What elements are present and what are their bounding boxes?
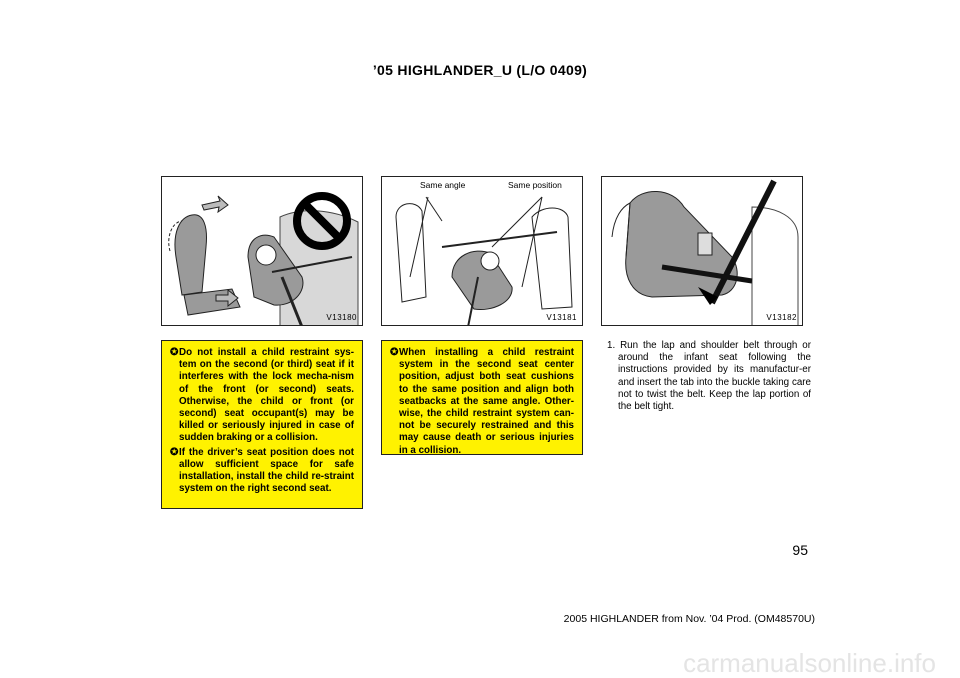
document-footer: 2005 HIGHLANDER from Nov. ’04 Prod. (OM48570U) — [563, 613, 815, 625]
figure-1-drawing — [162, 177, 363, 326]
watermark-text: carmanualsonline.info — [683, 650, 936, 678]
document-header: ’05 HIGHLANDER_U (L/O 0409) — [372, 62, 588, 78]
bullet-icon: ✪ — [390, 347, 399, 358]
figure-belt-routing-illustration — [601, 176, 803, 326]
bullet-icon: ✪ — [170, 347, 179, 358]
caption-same-position: Same position — [508, 180, 562, 190]
watermark-strip — [0, 650, 960, 678]
page-number: 95 — [792, 542, 808, 558]
figure-code: V13181 — [546, 313, 577, 322]
bullet-icon: ✪ — [170, 446, 179, 458]
caution-item: ✪Do not install a child restraint sys-tem on the second (or third) seat if it interferes with the lock mecha-nism of the front (or second) seats. Otherwise, the child or front (or second) seat occupant(s) may be killed or seriously injured in case of sudden braking or a collision. — [170, 347, 354, 444]
caution-item: ✪If the driver’s seat position does not allow sufficient space for safe installation, install the child re-straint system on the right second seat. — [170, 446, 354, 495]
figure-3-drawing — [602, 177, 803, 326]
caution-box-middle — [381, 340, 583, 455]
caption-same-angle: Same angle — [420, 180, 466, 190]
figure-2-drawing — [382, 177, 583, 326]
figure-same-angle-illustration — [381, 176, 583, 326]
caution-box-left — [161, 340, 363, 509]
figure-code: V13180 — [326, 313, 357, 322]
instruction-step: 1. Run the lap and shoulder belt through or around the infant seat following the instructions provided by its manufactur-er and insert the tab into the buckle taking care not to twist the belt. Keep the lap portion of the belt tight. — [607, 340, 811, 413]
caution-item: ✪When installing a child restraint system in the second seat center position, adjust both seat cushions to the same position and align both seatbacks at the same angle. Other-wise, the child restraint system can-not be securely restrained and this may cause death or serious injuries in a collision. — [390, 347, 574, 456]
figure-code: V13182 — [766, 313, 797, 322]
figure-no-install-illustration — [161, 176, 363, 326]
